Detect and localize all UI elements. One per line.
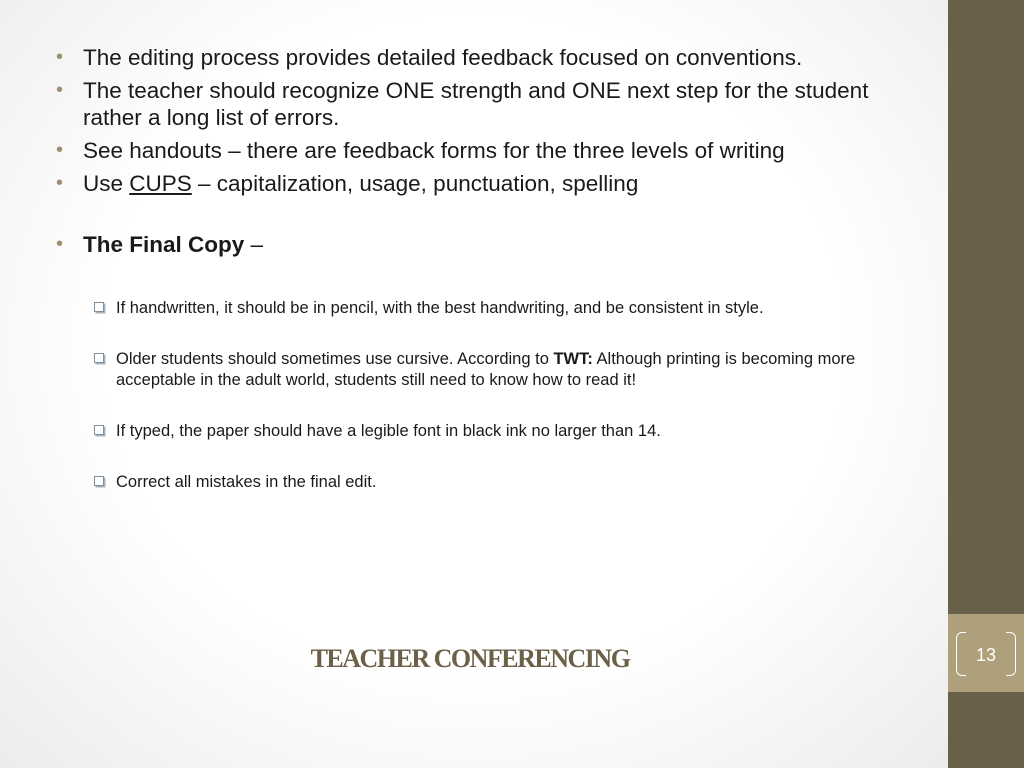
twt-term: TWT: [553,350,593,368]
bullet-dot-icon: • [56,79,64,101]
checkbox-bullet-icon [94,353,104,363]
cups-term: CUPS [129,171,192,196]
sub-bullet-item [92,421,916,442]
bullet-item-cups [56,170,916,197]
bullet-dot-icon: • [56,172,64,194]
checkbox-bullet-icon [94,476,104,486]
bullet-dot-icon: • [56,233,64,255]
sub-bullet-text-prefix: Older students should sometimes use cursive. According to [116,350,554,368]
sub-bullet-text-suffix: Although printing is becoming more acceptable in the adult world, students still need to know how to read it! [116,350,856,389]
bullet-text-prefix: Use [83,171,130,196]
page-number: 13 [975,645,997,665]
bullet-item-final-copy [56,231,916,258]
bullet-dot-icon: • [56,139,64,161]
final-copy-heading: The Final Copy [83,232,245,257]
slide-title: TEACHER CONFERENCING [310,644,630,673]
bullet-item [56,137,916,164]
bullet-text-suffix: – [244,232,264,257]
bullet-dot-icon: • [56,46,64,68]
sub-bullet-item [92,298,916,319]
sub-bullet-text: Correct all mistakes in the final edit. [116,473,377,491]
sub-bullet-item [92,472,916,493]
checkbox-bullet-icon [94,425,104,435]
sub-bullet-text: If typed, the paper should have a legible font in black ink no larger than 14. [116,422,661,440]
sub-bullet-item [92,349,916,391]
sub-bullet-list [56,298,916,493]
bullet-item [56,44,916,71]
slide-content [56,44,916,523]
bullet-text: The editing process provides detailed feedback focused on conventions. [83,45,803,70]
sub-bullet-text: If handwritten, it should be in pencil, with the best handwriting, and be consistent in style. [116,299,764,317]
bullet-text: The teacher should recognize ONE strength and ONE next step for the student rather a long list of errors. [83,78,869,130]
bullet-item [56,77,916,131]
bullet-text-suffix: – capitalization, usage, punctuation, spelling [191,171,639,196]
bullet-text: See handouts – there are feedback forms for the three levels of writing [83,138,785,163]
checkbox-bullet-icon [94,302,104,312]
